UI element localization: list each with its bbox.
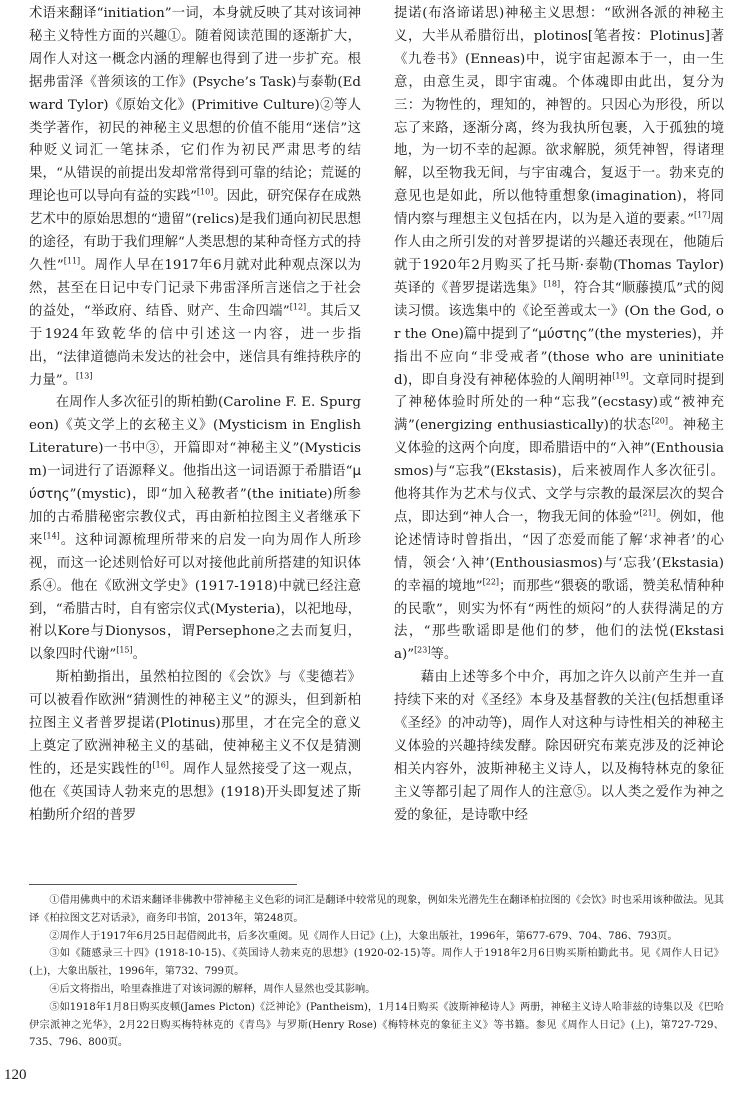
footnote-1: ①借用佛典中的术语来翻译非佛教中带神秘主义色彩的词汇是翻译中较常见的现象，例如朱光潜先生在翻译柏拉图的《会饮》时也采用该种做法。见其译《柏拉图文艺对话录》，商务印书馆，2013年，第248页。	[29, 895, 724, 924]
citation-ref: [13]	[76, 371, 93, 381]
left-paragraph-3: 斯柏勤指出，虽然柏拉图的《会饮》与《斐德若》可以被看作欧洲“猜测性的神秘主义”的源头，但到新柏拉图主义者普罗提诺(Plotinus)那里，才在完全的意义上奠定了欧洲神秘主义的基础，使神秘主义不仅是猜测性的，还是实践性的[16]。周作人显然接受了这一观点，他在《英国诗人勃来克的思想》(1918)开头即复述了斯柏勤所介绍的普罗	[29, 670, 362, 823]
footnote-3: ③如《随感录三十四》(1918-10-15)、《英国诗人勃来克的思想》(1920-02-15)等。周作人于1918年2月6日购买斯柏勤此书。见《周作人日记》(上)，大象出版社，1996年，第732、799页。	[29, 948, 724, 978]
page-number: 120	[4, 1067, 27, 1083]
citation-ref: [21]	[639, 508, 656, 518]
footnote-5: ⑤如1918年1月8日购买皮顿(James Picton)《泛神论》(Pantheism)，1月14日购买《波斯神秘诗人》两册，神秘主义诗人哈菲兹的诗集以及《巴哈伊宗派神之光华》，2月22日购买梅特林克的《青鸟》与罗斯(Henry Rose)《梅特林克的象征主义》等书籍。参见《周作人日记》(上)，第727-729、735、796、800页。	[29, 1001, 724, 1049]
left-paragraph-1: 术语来翻译“initiation”一词，本身就反映了其对该词神秘主义特性方面的兴趣①。随着阅读范围的逐渐扩大，周作人对这一概念内涵的理解也得到了进一步扩充。根据弗雷泽《普须该的工作》(Psyche’s Task)与泰勒(Edward Tylor)《原始文化》(Primitive Culture)②等人类学著作，初民的神秘主义思想的价值不能用“迷信”这种贬义词汇一笔抹杀，它们作为初民严肃思考的结果，“从错误的前提出发却常常得到可靠的结论；荒诞的理论也可以导向有益的实践”[10]。因此，研究保存在成熟艺术中的原始思想的“遗留”(relics)是我们通向初民思想的途径，有助于我们理解“人类思想的某种奇怪方式的持久性”[11]。周作人早在1917年6月就对此种观点深以为然，甚至在日记中专门记录下弗雷泽所言迷信之于社会的益处，“举政府、结昏、财产、生命四端”[12]。其后又于1924年致乾华的信中引述这一内容，进一步指出，“法律道德尚未发达的社会中，迷信具有维持秩序的力量”。[13]	[29, 6, 362, 388]
citation-ref: [23]	[414, 645, 431, 655]
citation-ref: [12]	[289, 302, 307, 312]
citation-ref: [18]	[543, 279, 561, 289]
right-paragraph-1: 提诺(布洛谛诺思)神秘主义思想：“欧洲各派的神秘主义，大半从希腊衍出，plotinos[笔者按：Plotinus]著《九卷书》(Enneas)中，说宇宙起源本于一，由一生意，由意生灵，即宇宙魂。个体魂即由此出，复分为三：为物性的，理知的，神智的。只因心为形役，所以忘了来路，逐渐分离，终为我执所包裹，入于孤独的境地，为一切不幸的起源。欲求解脱，须凭神智，得诸理解，以至物我无间，与宇宙魂合，复返于一。勃来克的意见也是如此，所以他特重想象(imagination)，将同情内察与理想主义包括在内，以为是入道的要素。”[17]周作人由之所引发的对普罗提诺的兴趣还表现在，他随后就于1920年2月购买了托马斯·泰勒(Thomas Taylor)英译的《普罗提诺选集》[18]，符合其“顺藤摸瓜”式的阅读习惯。该选集中的《论至善或太一》(On the God, or the One)篇中提到了“μύστης”(the mysteries)，并指出不应向“非受戒者”(those who are uninitiated)，即自身没有神秘体验的人阐明神[19]。文章同时提到了神秘体验时所处的一种“忘我”(ecstasy)或“被神充满”(energizing enthusiastically)的状态[20]。神秘主义体验的这两个向度，即希腊语中的“入神”(Enthousiasmos)与“忘我”(Ekstasis)，后来被周作人多次征引。他将其作为艺术与仪式、文学与宗教的最深层次的契合点，即达到“神人合一，物我无间的体验”[21]。例如，他论述情诗时曾指出，“因了恋爱而能了解‘求神者’的心情，领会‘入神’(Enthousiasmos)与‘忘我’(Ekstasia)的幸福的境地”[22]；而那些“猥亵的歌谣，赞美私情种种的民歌”，则实为怀有“两性的烦闷”的人获得满足的方法，“那些歌谣即是他们的梦，他们的法悦(Ekstasia)”[23]等。	[394, 6, 725, 663]
citation-ref: [14]	[43, 531, 60, 541]
footnote-2: ②周作人于1917年6月25日起借阅此书，后多次重阅。见《周作人日记》(上)，大象出版社，1996年，第677-679、704、786、793页。	[49, 930, 678, 942]
right-paragraph-2: 藉由上述等多个中介，再加之许久以前产生并一直持续下来的对《圣经》本身及基督教的关注(包括想重译《圣经》的冲动等)，周作人对这种与诗性相关的神秘主义体验的兴趣持续发酵。除因研究布莱克涉及的泛神论相关内容外，波斯神秘主义诗人，以及梅特林克的象征主义等都引起了周作人的注意⑤。以人类之爱作为神之爱的象征，是诗歌中经	[394, 670, 724, 823]
right-column	[394, 3, 724, 828]
left-paragraph-2: 在周作人多次征引的斯柏勤(Caroline F. E. Spurgeon)《英文学上的玄秘主义》(Mysticism in English Literature)一书中③，开篇即对“神秘主义”(Mysticism)一词进行了语源释义。他指出这一词语源于希腊语“μύστης”(mystic)，即“加入秘教者”(the initiate)所参加的古希腊秘密宗教仪式，再由新柏拉图主义者继承下来[14]。这种词源梳理所带来的启发一向为周作人所珍视，而这一论述则恰好可以对接他此前所搭建的知识体系④。他在《欧洲文学史》(1917-1918)中就已经注意到，“希腊古时，自有密宗仪式(Mysteria)，以祀地母，祔以Kore与Dionysos，谓Persephone之去而复归，以象四时代谢”[15]。	[29, 395, 362, 663]
footnote-4: ④后文将指出，哈里森推进了对该词源的解释，周作人显然也受其影响。	[49, 983, 376, 995]
citation-ref: [17]	[693, 210, 711, 220]
citation-ref: [22]	[482, 577, 500, 587]
citation-ref: [15]	[116, 645, 133, 655]
citation-ref: [20]	[651, 416, 668, 426]
citation-ref: [10]	[196, 187, 214, 197]
citation-ref: [16]	[152, 760, 169, 770]
footnotes	[29, 892, 724, 1052]
left-column	[29, 3, 361, 828]
citation-ref: [11]	[63, 256, 81, 266]
citation-ref: [19]	[612, 371, 629, 381]
footnote-divider	[29, 884, 297, 885]
